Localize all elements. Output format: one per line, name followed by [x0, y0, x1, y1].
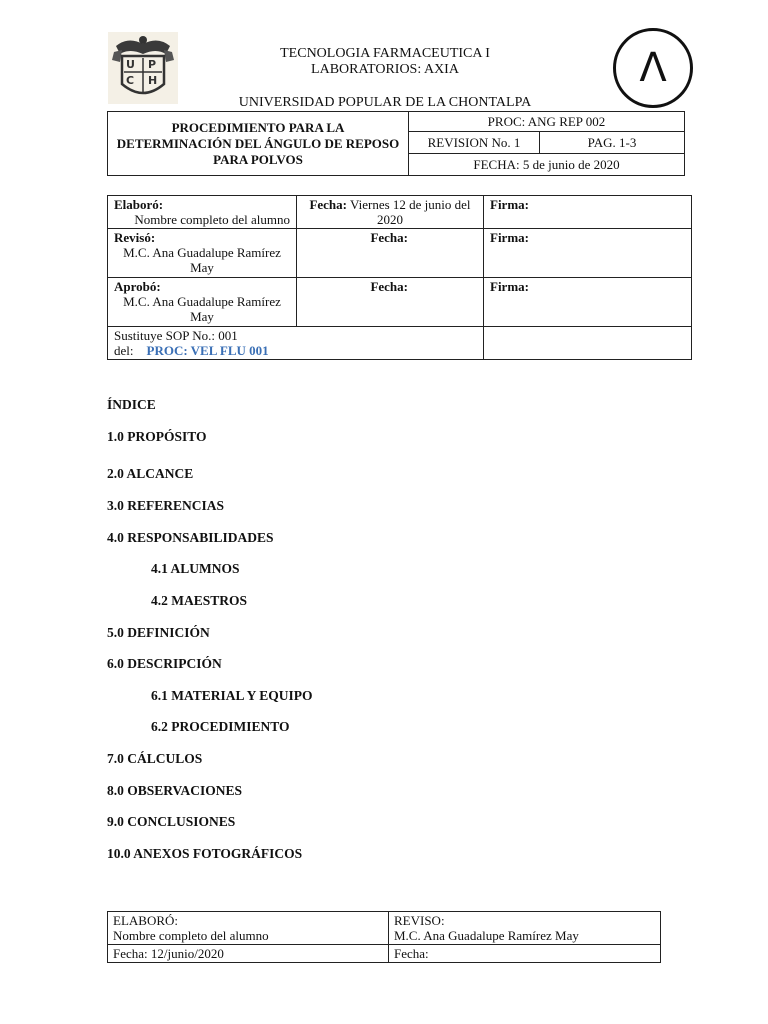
lab-title: LABORATORIOS: AXIA	[311, 62, 459, 77]
fecha-label: Fecha:	[370, 279, 408, 294]
svg-text:C: C	[126, 74, 135, 87]
fecha-label: Fecha:	[370, 230, 408, 245]
del-label: del:	[114, 343, 134, 358]
index-item: 6.0 DESCRIPCIÓN	[107, 656, 222, 671]
firma-label: Firma:	[490, 197, 529, 212]
sustituye-text: Sustituye SOP No.: 001	[114, 328, 238, 343]
reviso-name: M.C. Ana Guadalupe Ramírez May	[123, 245, 281, 275]
footer-elaboro-name: Nombre completo del alumno	[113, 928, 269, 943]
university-name: UNIVERSIDAD POPULAR DE LA CHONTALPA	[238, 95, 532, 110]
approval-table	[107, 195, 692, 360]
index-subitem: 4.2 MAESTROS	[151, 593, 248, 608]
revision-number: REVISION No. 1	[409, 132, 540, 154]
axia-logo	[613, 28, 693, 108]
svg-text:P: P	[148, 58, 157, 71]
elaboro-name: Nombre completo del alumno	[134, 212, 290, 227]
aprobo-name: M.C. Ana Guadalupe Ramírez May	[123, 294, 281, 324]
index-item: 5.0 DEFINICIÓN	[107, 625, 210, 640]
issue-date: FECHA: 5 de junio de 2020	[409, 154, 685, 176]
aprobo-label: Aprobó:	[114, 279, 161, 294]
course-title: TECNOLOGIA FARMACEUTICA I	[280, 46, 490, 61]
index-item: 7.0 CÁLCULOS	[107, 751, 203, 766]
reviso-label: Revisó:	[114, 230, 156, 245]
footer-elaboro-label: ELABORÓ:	[113, 913, 178, 928]
index-item: 3.0 REFERENCIAS	[107, 498, 225, 513]
footer-reviso-label: REVISO:	[394, 913, 445, 928]
page-range: PAG. 1-3	[540, 132, 685, 154]
elaboro-date: Viernes 12 de junio del 2020	[350, 197, 471, 227]
title-block-table	[107, 111, 685, 176]
proc-code: PROC: ANG REP 002	[409, 112, 685, 132]
firma-label: Firma:	[490, 279, 529, 294]
fecha-label: Fecha:	[309, 197, 347, 212]
index-item: 4.0 RESPONSABILIDADES	[107, 530, 274, 545]
university-logo	[108, 32, 178, 104]
svg-text:H: H	[148, 74, 158, 87]
footer-reviso-name: M.C. Ana Guadalupe Ramírez May	[394, 928, 579, 943]
index-item: 10.0 ANEXOS FOTOGRÁFICOS	[107, 846, 303, 861]
elaboro-date-cell	[297, 196, 484, 229]
footer-signature-table	[107, 911, 661, 963]
replaced-proc-code: PROC: VEL FLU 001	[146, 343, 269, 358]
index-subitem: 4.1 ALUMNOS	[151, 561, 240, 576]
footer-fecha-right: Fecha:	[389, 945, 661, 963]
axia-logo-letter: Λ	[639, 45, 667, 91]
footer-fecha-left: Fecha: 12/junio/2020	[108, 945, 389, 963]
firma-label: Firma:	[490, 230, 529, 245]
index-item: 2.0 ALCANCE	[107, 466, 194, 481]
index-item: 1.0 PROPÓSITO	[107, 429, 207, 444]
index-subitem: 6.1 MATERIAL Y EQUIPO	[151, 688, 313, 703]
index-title: ÍNDICE	[107, 397, 156, 412]
elaboro-label: Elaboró:	[114, 197, 164, 212]
svg-text:U: U	[126, 58, 135, 71]
procedure-title: PROCEDIMIENTO PARA LA DETERMINACIÓN DEL ÁNGULO DE REPOSO PARA POLVOS	[108, 112, 409, 176]
index-item: 8.0 OBSERVACIONES	[107, 783, 243, 798]
index-subitem: 6.2 PROCEDIMIENTO	[151, 719, 290, 734]
sustituye-cell	[108, 327, 484, 360]
index-item: 9.0 CONCLUSIONES	[107, 814, 236, 829]
